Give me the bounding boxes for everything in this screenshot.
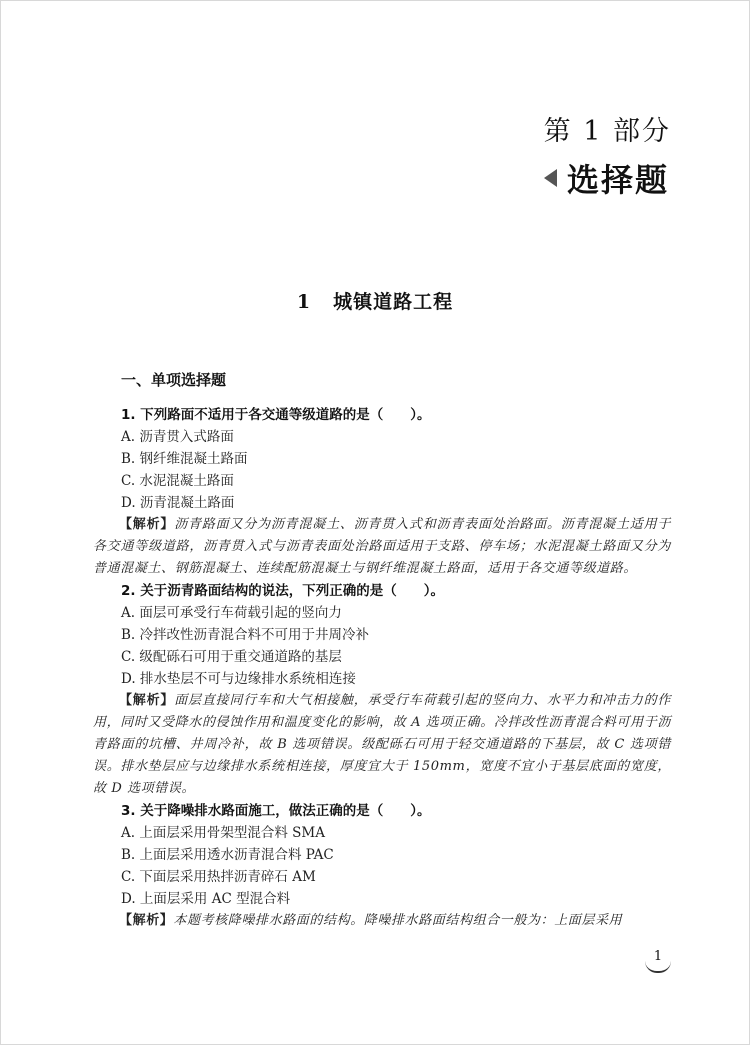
option: A. 沥青贯入式路面 (121, 429, 234, 445)
option: A. 上面层采用骨架型混合料 SMA (121, 825, 325, 841)
question-stem: 1. 下列路面不适用于各交通等级道路的是（ ）。 (121, 407, 431, 423)
option: C. 水泥混凝土路面 (121, 473, 234, 489)
chapter-title: 城镇道路工程 (333, 291, 454, 313)
option: C. 级配砾石可用于重交通道路的基层 (121, 649, 342, 665)
analysis-text: 面层直接同行车和大气相接触，承受行车荷载引起的竖向力、水平力和冲击力的作用，同时又受降水的侵蚀作用和温度变化的影响，故 A 选项正确。冷拌改性沥青混合料可用于沥青路面的坑槽、井周冷补，故 B 选项错误。级配砾石可用于轻交通道路的下基层，故 C 选项错误。排水垫层应与边缘排水系统相连接，厚度宜大于 150mm，宽度不宜小于基层底面的宽度，故 D 选项错误。 (93, 693, 672, 796)
page-content (93, 369, 671, 932)
analysis-text: 本题考核降噪排水路面的结构。降噪排水路面结构组合一般为：上面层采用 (173, 913, 623, 928)
analysis-label: 【解析】 (119, 693, 175, 708)
triangle-marker-icon (544, 169, 557, 187)
option: D. 沥青混凝土路面 (121, 495, 235, 511)
section-tag (544, 155, 669, 201)
chapter-number: 1 (296, 291, 312, 313)
option: B. 冷拌改性沥青混合料不可用于井周冷补 (121, 627, 370, 643)
page-number: 1 (645, 945, 671, 973)
subsection-heading: 一、单项选择题 (121, 371, 227, 389)
question-stem: 3. 关于降噪排水路面施工，做法正确的是（ ）。 (121, 803, 431, 819)
question-stem: 2. 关于沥青路面结构的说法，下列正确的是（ ）。 (121, 583, 444, 599)
analysis (93, 690, 671, 800)
chapter-heading (1, 287, 749, 314)
part-label: 第 1 部分 (543, 116, 671, 147)
option: D. 排水垫层不可与边缘排水系统相连接 (121, 671, 356, 687)
analysis (93, 910, 671, 932)
analysis-label: 【解析】 (119, 517, 175, 532)
section-title: 选择题 (566, 161, 669, 199)
question-block (93, 800, 671, 932)
question-block (93, 580, 671, 800)
option: C. 下面层采用热拌沥青碎石 AM (121, 869, 316, 885)
option: A. 面层可承受行车荷载引起的竖向力 (121, 605, 342, 621)
option: B. 上面层采用透水沥青混合料 PAC (121, 847, 334, 863)
analysis-text: 沥青路面又分为沥青混凝土、沥青贯入式和沥青表面处治路面。沥青混凝土适用于各交通等级道路，沥青贯入式与沥青表面处治路面适用于支路、停车场；水泥混凝土路面又分为普通混凝土、钢筋混凝土、连续配筋混凝土与钢纤维混凝土路面，适用于各交通等级道路。 (93, 517, 672, 576)
question-block (93, 404, 671, 580)
option: B. 钢纤维混凝土路面 (121, 451, 248, 467)
option: D. 上面层采用 AC 型混合料 (121, 891, 291, 907)
analysis-label: 【解析】 (119, 913, 174, 928)
analysis (93, 514, 671, 580)
